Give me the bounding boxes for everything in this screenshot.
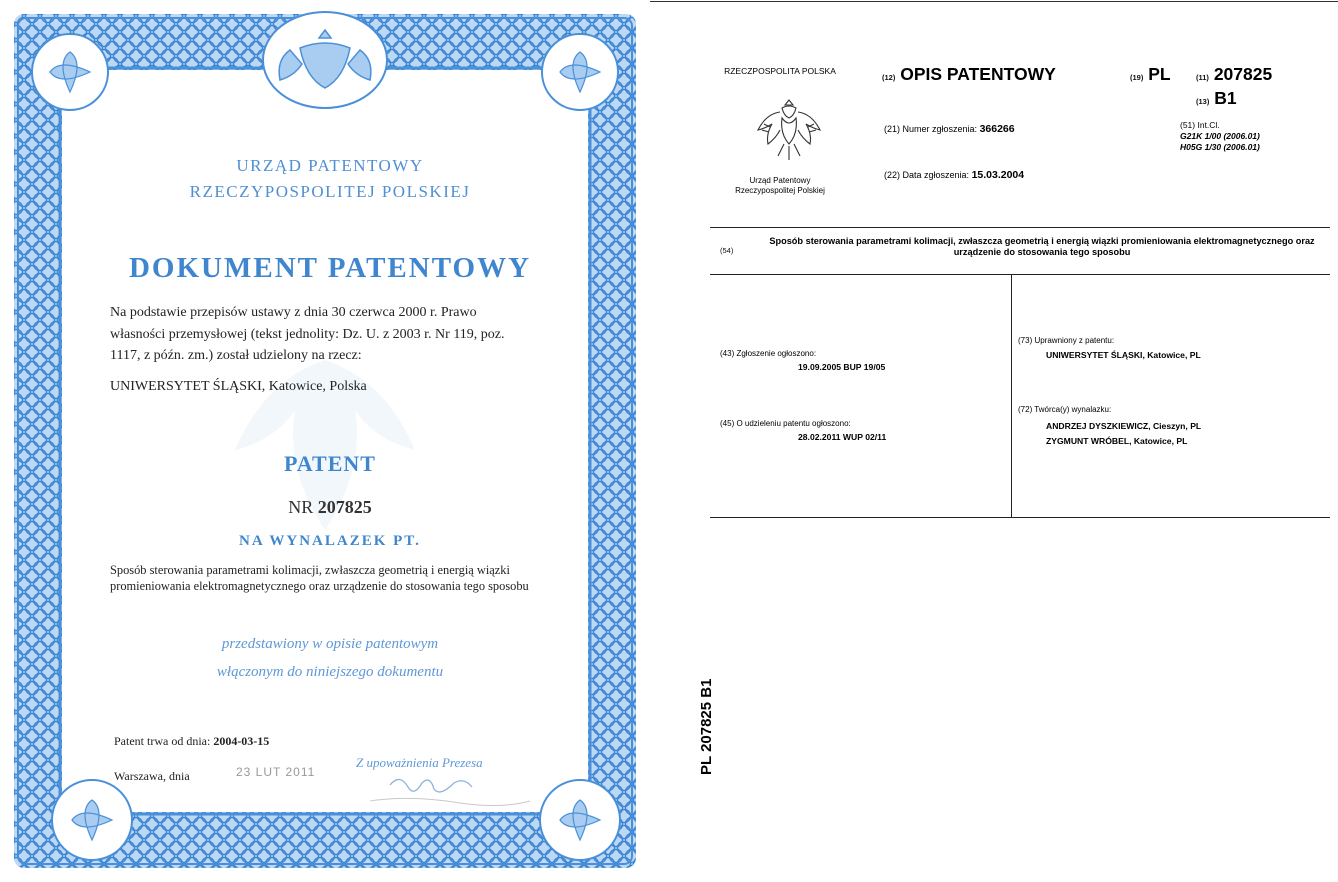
issue-place: Warszawa, dnia	[114, 769, 190, 783]
invention-title: Sposób sterowania parametrami kolimacji, zwłaszcza geometrią i energią wiązki promieniowania elektromagnetycznego oraz urządzenie do stosowania tego sposobu	[110, 563, 529, 593]
legal-basis-text: Na podstawie przepisów ustawy z dnia 30 czerwca 2000 r. Prawo własności przemysłowej (tekst jednolity: Dz. U. z 2003 r. Nr 119, poz. 1117, z późn. zm.) został udzielony na rzecz:	[110, 305, 505, 363]
app-number-label: (21) Numer zgłoszenia:	[884, 124, 978, 134]
divider-rule	[710, 274, 1330, 275]
inventor-2: ZYGMUNT WRÓBEL, Katowice, PL	[1046, 436, 1188, 446]
doc-type-code: (12)	[882, 73, 896, 82]
column-divider	[1011, 274, 1012, 517]
grant-notice-value: 28.02.2011 WUP 02/11	[798, 432, 887, 442]
patent-certificate	[0, 0, 650, 882]
issuing-office-line1: URZĄD PATENTOWY	[236, 156, 424, 175]
publication-value: 19.09.2005 BUP 19/05	[798, 362, 886, 372]
inventor-1: ANDRZEJ DYSZKIEWICZ, Cieszyn, PL	[1046, 421, 1202, 431]
patent-office-name: Urząd Patentowy Rzeczypospolitej Polskiej	[735, 176, 825, 195]
polish-eagle-icon	[752, 94, 826, 166]
grant-notice-label: (45) O udzieleniu patentu ogłoszono:	[720, 419, 851, 428]
title-code: (54)	[720, 246, 734, 255]
inventors-label: (72) Twórca(y) wynalazku:	[1018, 405, 1112, 414]
authorization-text: Z upoważnienia Prezesa	[356, 755, 483, 770]
top-rule	[650, 1, 1338, 2]
described-line2: włączonym do niniejszego dokumentu	[216, 664, 444, 680]
patent-number-field	[1196, 64, 1272, 85]
country-code	[1130, 64, 1171, 85]
country-code-value: PL	[1148, 64, 1171, 84]
signature-scribble	[350, 765, 550, 815]
vertical-spine-label: PL 207825 B1	[698, 678, 715, 775]
patent-no-code: (11)	[1196, 73, 1209, 82]
application-number	[884, 123, 1015, 135]
document-type	[882, 64, 1056, 85]
described-line1: przedstawiony w opisie patentowym	[221, 636, 439, 652]
ipc-class-1: G21K 1/00 (2006.01)	[1180, 131, 1260, 141]
country-name: RZECZPOSPOLITA POLSKA	[724, 66, 836, 76]
kind-code-field	[1196, 88, 1237, 109]
ipc-label: (51) Int.Cl.	[1180, 120, 1220, 130]
app-date-label: (22) Data zgłoszenia:	[884, 170, 970, 180]
app-date-value: 15.03.2004	[971, 169, 1025, 181]
patent-heading: PATENT	[284, 451, 376, 476]
patent-owner: UNIWERSYTET ŚLĄSKI, Katowice, Polska	[110, 379, 367, 394]
patent-number-prefix: NR	[288, 497, 314, 517]
certificate-title: DOKUMENT PATENTOWY	[128, 252, 532, 284]
divider-rule	[710, 227, 1330, 228]
term-date: 2004-03-15	[213, 734, 270, 748]
publication-label: (43) Zgłoszenie ogłoszono:	[720, 349, 817, 358]
patent-description-page	[650, 0, 1338, 882]
doc-type-value: OPIS PATENTOWY	[900, 64, 1056, 84]
invention-label: NA WYNALAZEK PT.	[239, 533, 421, 549]
invention-title-box: Sposób sterowania parametrami kolimacji, zwłaszcza geometrią i energią wiązki promieniowania elektromagnetycznego oraz urządzenie do stosowania tego sposobu	[769, 236, 1315, 257]
issuing-office-line2: RZECZYPOSPOLITEJ POLSKIEJ	[189, 182, 471, 201]
patent-holder-label: (73) Uprawniony z patentu:	[1018, 336, 1115, 345]
top-eagle-icon	[263, 12, 387, 108]
issue-date-stamp: 23 LUT 2011	[236, 765, 316, 779]
app-number-value: 366266	[979, 123, 1015, 135]
patent-no-value: 207825	[1213, 64, 1273, 84]
ipc-classification	[1180, 120, 1260, 153]
kind-code-value: B1	[1214, 88, 1237, 108]
kind-code-code: (13)	[1196, 97, 1210, 106]
inventors-list	[1046, 419, 1201, 449]
country-code-code: (19)	[1130, 73, 1144, 82]
patent-holder-value: UNIWERSYTET ŚLĄSKI, Katowice, PL	[1046, 350, 1201, 360]
guilloche-border	[0, 0, 650, 882]
patent-term	[114, 734, 269, 749]
patent-number	[100, 497, 560, 518]
term-label: Patent trwa od dnia:	[114, 734, 211, 748]
divider-rule	[710, 517, 1330, 518]
application-date	[884, 169, 1024, 181]
patent-number-value: 207825	[317, 497, 372, 517]
ipc-class-2: H05G 1/30 (2006.01)	[1180, 142, 1260, 152]
